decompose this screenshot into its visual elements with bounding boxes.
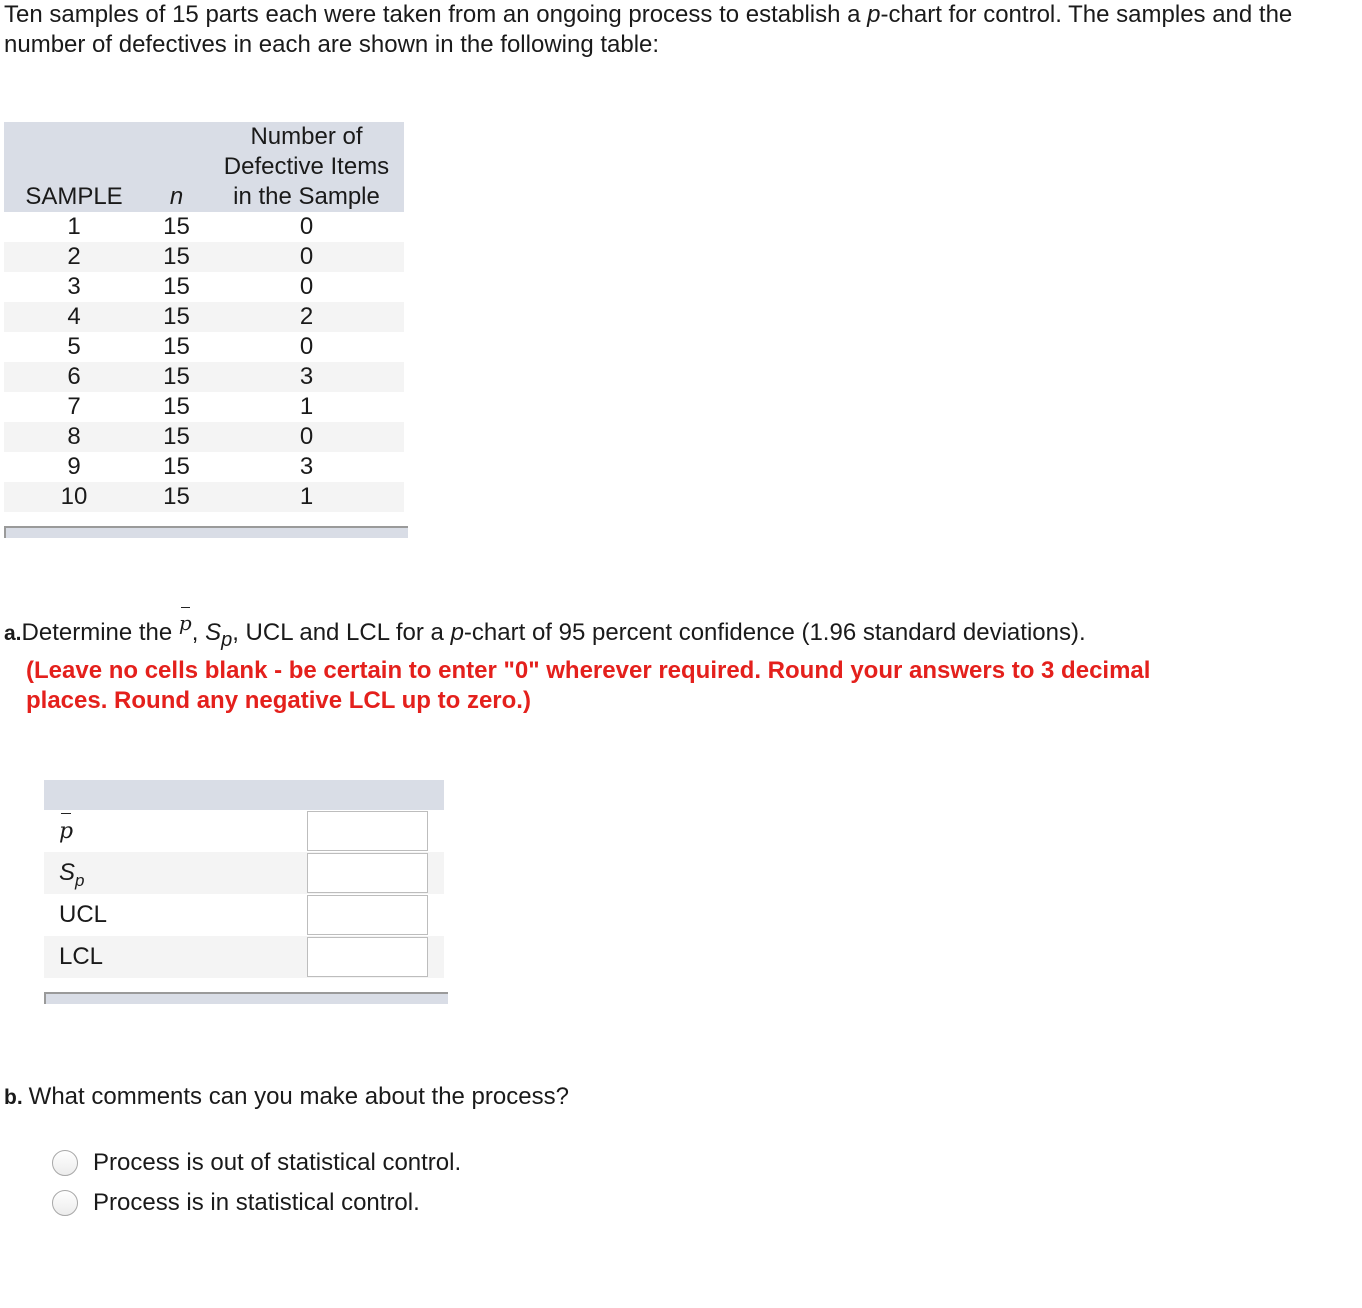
part-a-label: a. bbox=[4, 622, 22, 645]
option-in-control[interactable] bbox=[52, 1188, 420, 1218]
answer-table-header bbox=[44, 780, 444, 810]
header-sample: SAMPLE bbox=[4, 122, 144, 212]
table-row: 2 15 0 bbox=[4, 242, 404, 272]
table-row: 4 15 2 bbox=[4, 302, 404, 332]
p-bar-symbol: p bbox=[179, 608, 192, 638]
table-row: 9 15 3 bbox=[67, 453, 314, 480]
data-table-footer bbox=[4, 526, 408, 538]
sp-input[interactable] bbox=[307, 853, 428, 893]
header-n: n bbox=[144, 122, 209, 212]
pbar-input[interactable] bbox=[307, 811, 428, 851]
answer-label-ucl: UCL bbox=[59, 901, 108, 928]
part-b-question: b. What comments can you make about the process? bbox=[4, 1083, 569, 1110]
part-b-label: b. bbox=[4, 1086, 23, 1109]
answer-label-lcl: LCL bbox=[59, 943, 104, 970]
option-out-of-control[interactable] bbox=[52, 1148, 461, 1178]
radio-button[interactable] bbox=[52, 1190, 78, 1216]
option-label: Process is in statistical control. bbox=[93, 1189, 420, 1216]
answer-row-lcl bbox=[44, 936, 444, 978]
part-a-question: a.Determine the p, $S_p$, UCL and LCL for a p-chart of 95 percent confidence (1.96 standard deviations). bbox=[4, 618, 1086, 655]
option-label: Process is out of statistical control. bbox=[93, 1149, 462, 1176]
table-row: 3 15 0 bbox=[67, 273, 314, 300]
answer-table-footer bbox=[44, 992, 448, 1004]
answer-label-sp: $S_p$ bbox=[59, 859, 85, 890]
answer-row-sp bbox=[44, 852, 444, 894]
part-a-instructions: (Leave no cells blank - be certain to enter "0" wherever required. Round your answers to 3 decimal places. Round any negative LCL up to zero.) bbox=[26, 657, 1151, 714]
radio-button[interactable] bbox=[52, 1150, 78, 1176]
answer-row-ucl bbox=[44, 894, 444, 936]
answer-label-pbar: p bbox=[59, 810, 73, 853]
problem-intro: Ten samples of 15 parts each were taken from an ongoing process to establish a p-chart for control. The samples and the number of defectives in each are shown in the following table: bbox=[4, 1, 1293, 58]
table-row: 10 15 1 bbox=[4, 482, 404, 512]
table-row: 8 15 0 bbox=[4, 422, 404, 452]
table-row: 5 15 0 bbox=[67, 333, 314, 360]
ucl-input[interactable] bbox=[307, 895, 428, 935]
table-header-row bbox=[4, 122, 404, 212]
table-row: 6 15 3 bbox=[4, 362, 404, 392]
defects-data-table bbox=[4, 122, 404, 512]
header-defectives: Number of Defective Items in the Sample bbox=[209, 122, 404, 212]
answer-row-pbar bbox=[44, 810, 444, 852]
table-row: 1 15 0 bbox=[67, 213, 314, 240]
lcl-input[interactable] bbox=[307, 937, 428, 977]
table-row: 7 15 1 bbox=[67, 393, 314, 420]
